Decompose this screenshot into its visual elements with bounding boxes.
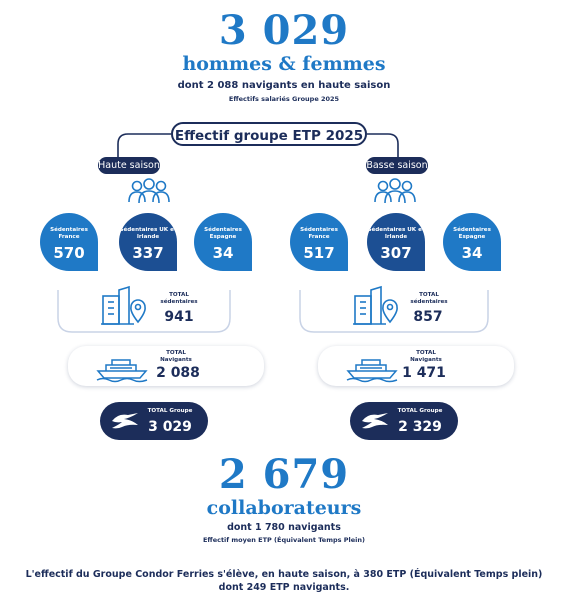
bubble-label: Sédentaires Espagne [453, 227, 491, 240]
bubble-label: Sédentaires UK et Irlande [367, 227, 425, 240]
basse-saison-label: Basse saison [366, 157, 428, 174]
condor-logo-icon [110, 412, 140, 430]
diagram-title: Effectif groupe ETP 2025 [171, 122, 367, 146]
bubble-sedentaires-uk-haute [119, 213, 177, 271]
total-navigants-value: 2 088 [156, 365, 200, 381]
bubble-label: Sédentaires France [50, 227, 88, 240]
bubble-value: 307 [380, 244, 412, 262]
bubble-label: Sédentaires Espagne [204, 227, 242, 240]
total-groupe-label: TOTAL Groupe [147, 408, 193, 414]
total-navigants-label: TOTAL Navigants [410, 350, 442, 363]
total-groupe-value: 2 329 [398, 419, 442, 435]
people-icon [127, 178, 171, 204]
collaborateurs-note: Effectif moyen ETP (Équivalent Temps Plein) [202, 536, 365, 544]
total-sedentaires-value: 941 [164, 309, 194, 325]
total-groupe-pill-haute [100, 402, 208, 440]
bubble-sedentaires-france-haute [40, 213, 98, 271]
ferry-icon [346, 351, 398, 381]
building-pin-icon [100, 286, 146, 326]
people-icon [373, 178, 417, 204]
bubble-label: Sédentaires UK et Irlande [119, 227, 177, 240]
bubble-value: 34 [461, 244, 483, 262]
caption-line-2: dont 249 ETP navigants. [218, 582, 350, 593]
total-sedentaires-value: 857 [413, 309, 443, 325]
navigants-detail: dont 2 088 navigants en haute saison [177, 80, 391, 91]
total-navigants-label: TOTAL Navigants [160, 350, 192, 363]
total-groupe-label: TOTAL Groupe [397, 408, 443, 414]
bubble-value: 517 [303, 244, 335, 262]
total-groupe-value: 3 029 [148, 419, 192, 435]
haute-saison-label: Haute saison [98, 157, 160, 174]
collaborateurs-number: 2 679 [218, 451, 350, 498]
building-pin-icon [352, 286, 398, 326]
total-staff-number: 3 029 [218, 7, 350, 54]
bubble-sedentaires-espagne-basse [443, 213, 501, 271]
total-staff-subtitle: hommes & femmes [182, 53, 386, 75]
bubble-value: 34 [212, 244, 234, 262]
collaborateurs-detail: dont 1 780 navigants [227, 522, 341, 533]
bubble-value: 337 [132, 244, 164, 262]
bubble-sedentaires-france-basse [290, 213, 348, 271]
header-note: Effectifs salariés Groupe 2025 [228, 95, 340, 103]
ferry-icon [96, 351, 148, 381]
collaborateurs-subtitle: collaborateurs [206, 497, 362, 519]
total-navigants-value: 1 471 [402, 365, 446, 381]
caption-line-1: L'effectif du Groupe Condor Ferries s'élève, en haute saison, à 380 ETP (Équivalent Temps plein) [25, 569, 543, 580]
total-groupe-pill-basse [350, 402, 458, 440]
bubble-sedentaires-uk-basse [367, 213, 425, 271]
total-sedentaires-label: TOTAL sédentaires [160, 292, 198, 305]
condor-logo-icon [360, 412, 390, 430]
bubble-sedentaires-espagne-haute [194, 213, 252, 271]
bubble-label: Sédentaires France [300, 227, 338, 240]
total-sedentaires-label: TOTAL sédentaires [410, 292, 448, 305]
bubble-value: 570 [53, 244, 85, 262]
